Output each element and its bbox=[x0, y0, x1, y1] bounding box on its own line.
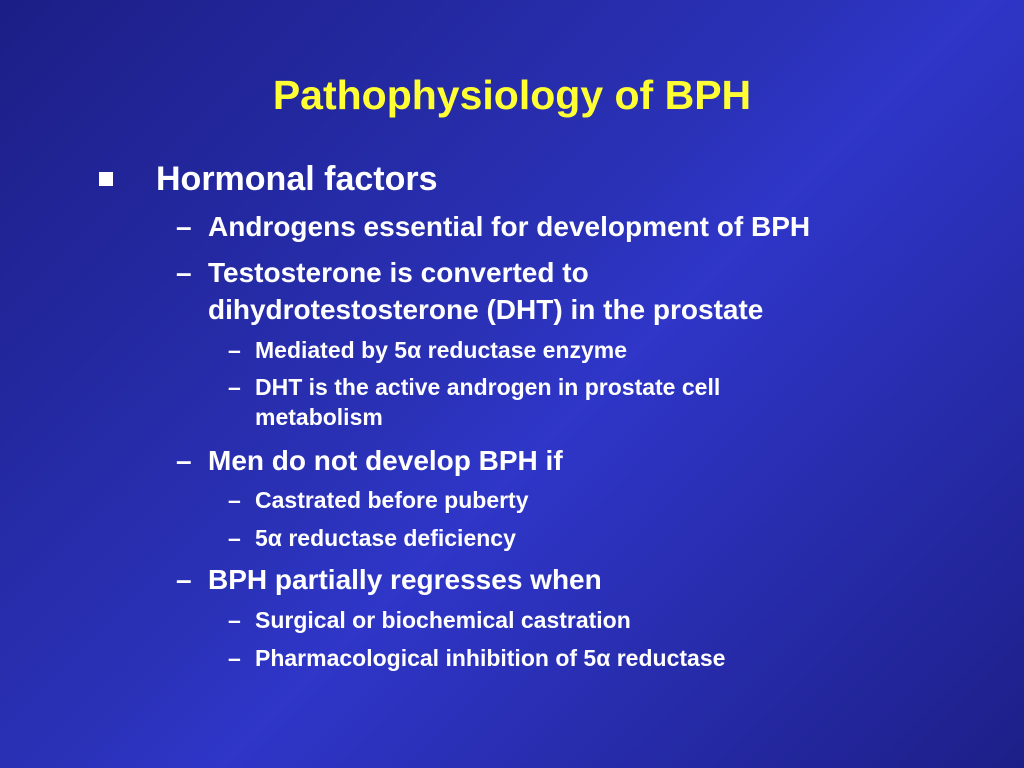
sub-sub-bullet-text: Castrated before puberty bbox=[255, 487, 529, 513]
sub-bullet-text: Men do not develop BPH if bbox=[208, 445, 563, 476]
sub-sub-bullet-text-line1: DHT is the active androgen in prostate cell bbox=[255, 374, 721, 400]
dash-bullet-icon: – bbox=[228, 525, 241, 551]
dash-bullet-icon: – bbox=[228, 337, 241, 363]
dash-bullet-icon: – bbox=[176, 211, 192, 242]
dash-bullet-icon: – bbox=[228, 374, 241, 400]
dash-bullet-icon: – bbox=[176, 564, 192, 595]
slide-title: Pathophysiology of BPH bbox=[272, 72, 752, 118]
dash-bullet-icon: – bbox=[228, 607, 241, 633]
dash-bullet-icon: – bbox=[176, 445, 192, 476]
dash-bullet-icon: – bbox=[228, 645, 241, 671]
sub-bullet-text: Androgens essential for development of BPH bbox=[208, 211, 811, 242]
bullet-hormonal-factors: Hormonal factors bbox=[156, 160, 438, 198]
sub-sub-bullet-text: Mediated by 5α reductase enzyme bbox=[255, 337, 628, 363]
square-bullet-icon bbox=[99, 172, 113, 186]
sub-bullet-text-line1: Testosterone is converted to bbox=[208, 257, 589, 288]
dash-bullet-icon: – bbox=[228, 487, 241, 513]
dash-bullet-icon: – bbox=[176, 257, 192, 288]
sub-sub-bullet-text: 5α reductase deficiency bbox=[255, 525, 516, 551]
sub-sub-bullet-text: Surgical or biochemical castration bbox=[255, 607, 631, 633]
sub-sub-bullet-text-line2: metabolism bbox=[255, 404, 383, 430]
sub-bullet-text: BPH partially regresses when bbox=[208, 564, 602, 595]
sub-bullet-text-line2: dihydrotestosterone (DHT) in the prostate bbox=[208, 294, 764, 325]
sub-sub-bullet-text: Pharmacological inhibition of 5α reductase bbox=[255, 645, 726, 671]
